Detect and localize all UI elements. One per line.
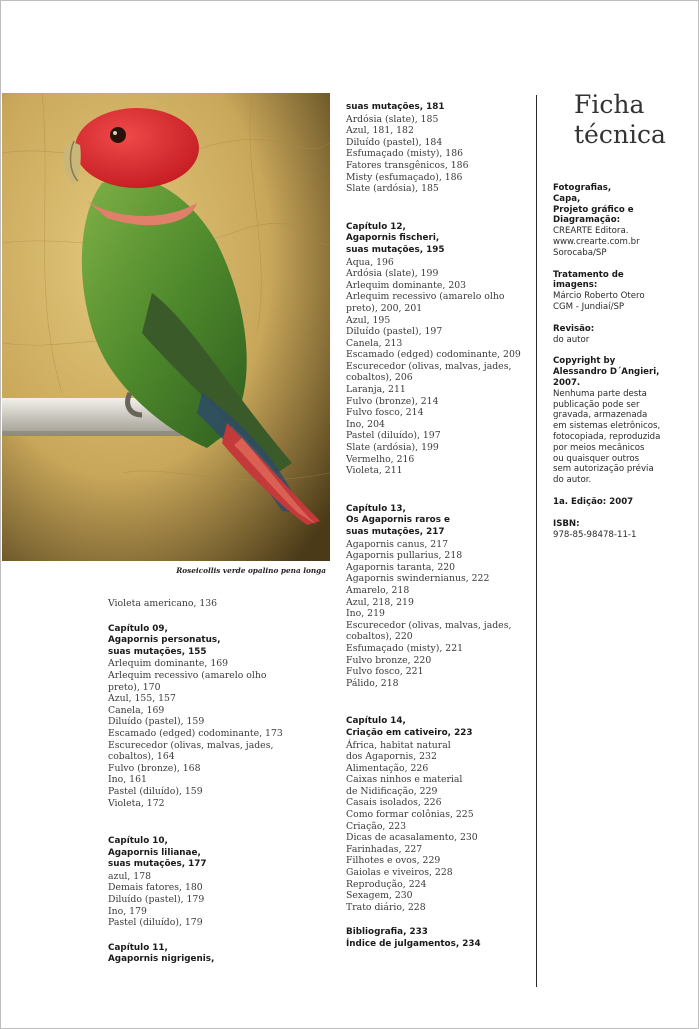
index-entry: Diluído (pastel), 179	[108, 894, 205, 906]
index-entry: Misty (esfumaçado), 186	[346, 171, 463, 183]
chapter-heading: suas mutações, 177	[108, 859, 207, 870]
spacer	[553, 313, 693, 324]
chapter-heading: suas mutações, 181	[346, 102, 445, 112]
index-entry: Ino, 161	[108, 774, 147, 786]
index-entry: Slate (ardósia), 199	[346, 442, 439, 454]
vertical-rule	[536, 95, 537, 987]
chapter-heading: suas mutações, 155	[108, 646, 207, 657]
credits-block	[553, 183, 693, 540]
index-entry: Fulvo (bronze), 168	[108, 762, 201, 774]
index-entry: Pastel (diluído), 179	[108, 917, 203, 929]
index-entry: Fulvo bronze, 220	[346, 654, 432, 666]
credit-label: Fotografias,	[553, 183, 612, 193]
credit-label: Projeto gráfico e	[553, 204, 634, 215]
index-entry: Amarelo, 218	[346, 584, 410, 596]
index-entry: Trato diário, 228	[346, 901, 426, 913]
credit-value: do autor.	[553, 475, 592, 486]
index-entry: Escurecedor (olivas, malvas, jades,	[346, 360, 512, 372]
index-entry: Ino, 219	[346, 608, 385, 620]
spacer	[553, 486, 693, 497]
index-entry: Canela, 169	[108, 704, 165, 716]
index-entry: Esfumaçado (misty), 221	[346, 642, 464, 654]
credit-label: 1a. Edição: 2007	[553, 496, 634, 507]
index-entry: cobaltos), 220	[346, 631, 413, 643]
chapter-heading: Capítulo 13,	[346, 503, 406, 514]
index-entry: Escurecedor (olivas, malvas, jades,	[108, 739, 274, 751]
credit-value: CREARTE Editora.	[553, 226, 629, 237]
index-entry: Fulvo fosco, 221	[346, 666, 424, 678]
credit-label: imagens:	[553, 280, 598, 291]
index-entry: Ardósia (slate), 199	[346, 268, 439, 280]
chapter-heading: Agapornis nigrigenis,	[108, 954, 215, 965]
chapter-heading: Capítulo 14,	[346, 716, 406, 727]
credit-value: do autor	[553, 334, 590, 345]
credit-value: gravada, armazenada	[553, 410, 648, 421]
credit-value: fotocopiada, reproduzida	[553, 431, 661, 442]
spacer	[108, 610, 323, 624]
credit-label: Capa,	[553, 193, 581, 204]
index-entry: preto), 170	[108, 681, 161, 693]
credit-value: Nenhuma parte desta	[553, 388, 647, 399]
index-entry: Filhotes e ovos, 229	[346, 855, 441, 867]
index-entry: Agapornis taranta, 220	[346, 561, 456, 573]
index-entry: Alimentação, 226	[346, 762, 429, 774]
chapter-heading: Capítulo 12,	[346, 221, 406, 232]
credit-value: publicação pode ser	[553, 399, 640, 410]
index-entry: Como formar colônias, 225	[346, 809, 474, 821]
index-entry: Esfumaçado (misty), 186	[346, 148, 464, 160]
index-entry: Farinhadas, 227	[346, 843, 423, 855]
credit-label: Revisão:	[553, 323, 595, 334]
index-entry: Fulvo (bronze), 214	[346, 395, 439, 407]
index-entry: Violeta, 172	[108, 797, 165, 809]
credit-label: ISBN:	[553, 518, 580, 529]
index-entry: Escamado (edged) codominante, 209	[346, 349, 521, 361]
index-entry: preto), 200, 201	[346, 302, 423, 314]
index-entry: Aqua, 196	[346, 256, 394, 268]
title-line-2: técnica	[574, 120, 666, 149]
index-entry: Reprodução, 224	[346, 878, 427, 890]
index-entry: Fulvo fosco, 214	[346, 407, 424, 419]
index-entry: Dicas de acasalamento, 230	[346, 832, 478, 844]
index-entry: Demais fatores, 180	[108, 882, 203, 894]
spacer	[108, 929, 323, 943]
chapter-heading: Agapornis fischeri,	[346, 233, 440, 244]
ficha-tecnica-title	[574, 90, 694, 150]
title-line-1: Ficha	[574, 90, 645, 119]
index-entry: Pastel (diluído), 159	[108, 785, 203, 797]
index-entry: Ardósia (slate), 185	[346, 113, 439, 125]
photo-caption: Roseicollis verde opalino pena longa	[176, 566, 326, 575]
credit-value: sem autorização prévia	[553, 464, 654, 475]
chapter-heading: Agapornis personatus,	[108, 635, 221, 646]
credit-label: 2007.	[553, 377, 581, 388]
index-entry: Slate (ardósia), 185	[346, 183, 439, 195]
index-entry: Arlequim recessivo (amarelo olho	[108, 669, 267, 681]
index-entry: Casais isolados, 226	[346, 797, 442, 809]
index-entry: Sexagem, 230	[346, 890, 413, 902]
index-entry: Fatores transgênicos, 186	[346, 159, 469, 171]
chapter-heading: Agapornis lilianae,	[108, 847, 201, 858]
index-entry: dos Agapornis, 232	[346, 751, 437, 763]
index-entry: Ino, 204	[346, 418, 385, 430]
chapter-heading: Capítulo 09,	[108, 623, 168, 634]
credit-value: Sorocaba/SP	[553, 247, 607, 258]
index-entry: Violeta, 211	[346, 465, 403, 477]
index-entry: azul, 178	[108, 870, 152, 882]
index-entry: Arlequim dominante, 169	[108, 658, 229, 670]
index-entry: Azul, 195	[346, 314, 391, 326]
spacer	[553, 508, 693, 519]
index-entry: África, habitat natural	[346, 739, 451, 751]
index-entry: Escurecedor (olivas, malvas, jades,	[346, 619, 512, 631]
spacer	[553, 259, 693, 270]
credit-label: Copyright by	[553, 356, 616, 367]
index-entry: Pálido, 218	[346, 677, 399, 689]
chapter-heading: Índice de julgamentos, 234	[346, 939, 481, 949]
index-entry: cobaltos), 206	[346, 372, 413, 384]
chapter-heading: suas mutações, 195	[346, 244, 445, 255]
index-entry: Caixas ninhos e material	[346, 774, 463, 786]
index-entry: Laranja, 211	[346, 384, 406, 396]
index-entry: Vermelho, 216	[346, 453, 415, 465]
spacer	[346, 913, 526, 927]
index-entry: de Nidificação, 229	[346, 785, 438, 797]
credit-value: Márcio Roberto Otero	[553, 291, 645, 302]
spacer	[346, 195, 526, 222]
index-entry: Arlequim recessivo (amarelo olho	[346, 291, 505, 303]
index-entry: Diluído (pastel), 159	[108, 716, 205, 728]
chapter-heading: Capítulo 10,	[108, 836, 168, 847]
index-entry: Azul, 155, 157	[108, 693, 176, 705]
credit-value: ou quaisquer outros	[553, 453, 640, 464]
index-entry: Agapornis pullarius, 218	[346, 550, 463, 562]
index-entry: Pastel (diluído), 197	[346, 430, 441, 442]
spacer	[346, 477, 526, 504]
chapter-heading: Os Agapornis raros e	[346, 515, 450, 526]
chapter-heading: Criação em cativeiro, 223	[346, 727, 473, 738]
credit-value: 978-85-98478-11-1	[553, 529, 637, 540]
index-entry: Diluído (pastel), 184	[346, 136, 443, 148]
chapter-heading: Bibliografia, 233	[346, 927, 428, 938]
index-entry: Azul, 218, 219	[346, 596, 414, 608]
index-entry: Escamado (edged) codominante, 173	[108, 727, 283, 739]
index-entry: Diluído (pastel), 197	[346, 326, 443, 338]
index-entry: Canela, 213	[346, 337, 403, 349]
index-column-middle	[346, 102, 526, 951]
credit-value: em sistemas eletrônicos,	[553, 421, 661, 432]
chapter-heading: Capítulo 11,	[108, 942, 168, 953]
credit-value: CGM - Jundiaí/SP	[553, 301, 625, 312]
index-entry: Azul, 181, 182	[346, 125, 414, 137]
spacer	[553, 345, 693, 356]
index-entry: cobaltos), 164	[108, 751, 175, 763]
spacer	[108, 809, 323, 836]
index-entry: Violeta americano, 136	[108, 598, 218, 609]
index-entry: Criação, 223	[346, 820, 407, 832]
credit-value: www.crearte.com.br	[553, 236, 640, 247]
credit-value: por meios mecânicos	[553, 442, 645, 453]
index-entry: Arlequim dominante, 203	[346, 279, 467, 291]
index-entry: Agapornis canus, 217	[346, 538, 449, 550]
index-entry: Ino, 179	[108, 905, 147, 917]
credit-label: Tratamento de	[553, 269, 624, 280]
credit-label: Alessandro D´Angieri,	[553, 367, 660, 378]
index-entry: Gaiolas e viveiros, 228	[346, 867, 453, 879]
chapter-heading: suas mutações, 217	[346, 527, 445, 537]
index-column-left	[108, 598, 323, 966]
parrot-photo	[2, 93, 330, 561]
credit-label: Diagramação:	[553, 215, 621, 226]
spacer	[346, 689, 526, 716]
index-entry: Agapornis swindernianus, 222	[346, 573, 490, 585]
